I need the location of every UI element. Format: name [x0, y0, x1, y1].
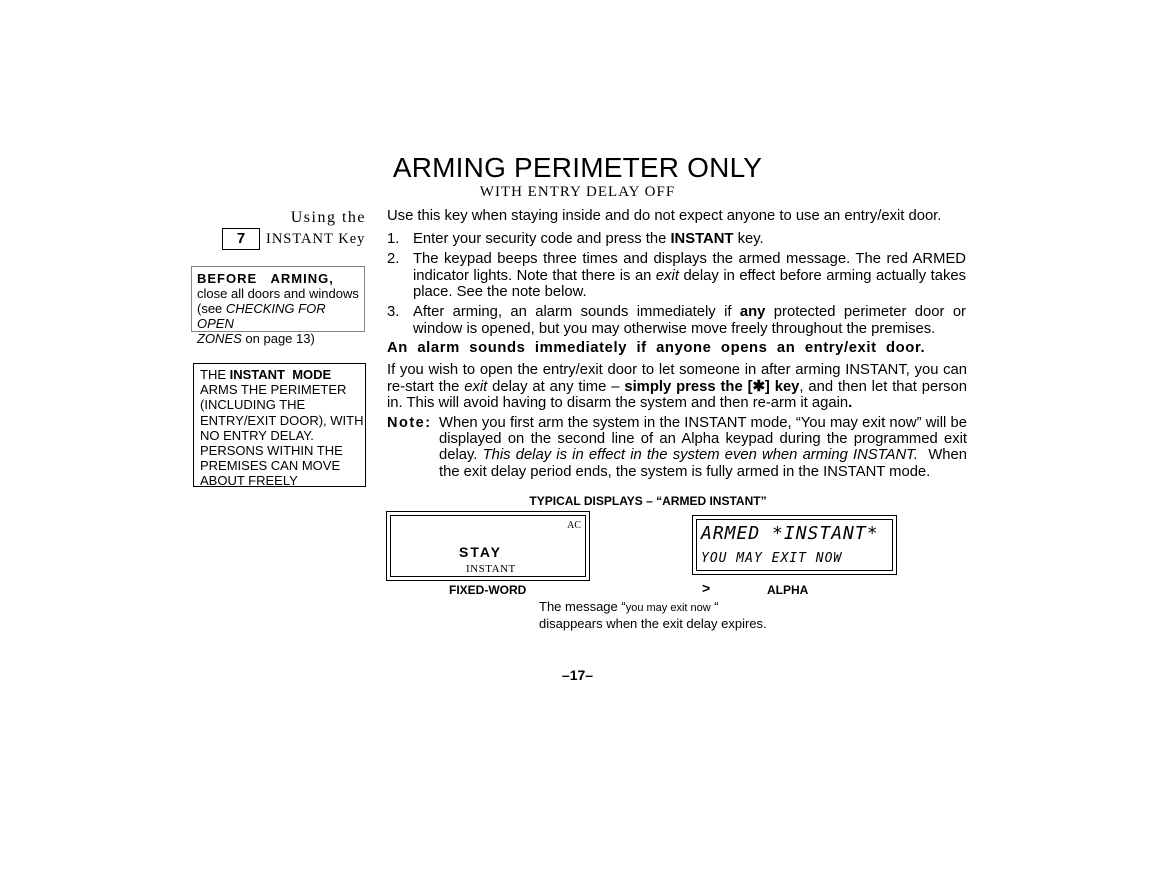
alpha-label: ALPHA	[767, 583, 809, 597]
exit-message-text: The message “	[539, 599, 626, 614]
star-key-icon: ✱	[752, 378, 765, 395]
step-text-bold: INSTANT	[670, 231, 734, 247]
step-3	[387, 304, 967, 338]
fixed-word-label: FIXED-WORD	[449, 583, 527, 597]
before-arming-line2	[197, 301, 364, 331]
alpha-line-1: ARMED *INSTANT*	[701, 523, 879, 544]
sidebar-using-text: Using the	[290, 209, 366, 226]
step-text-part: delay in effect before arming actually takes place. See the note below.	[413, 267, 966, 300]
step-text-part: After arming, an alarm sounds immediately if	[413, 304, 740, 320]
instant-mode-line: ENTRY/EXIT DOOR), WITH	[200, 412, 364, 428]
instant-mode-bold: INSTANT MODE	[229, 367, 332, 382]
note-text	[439, 415, 972, 480]
before-arming-see-text: (see	[197, 301, 226, 316]
step-2	[387, 251, 967, 301]
step-number: 2.	[387, 251, 400, 267]
note-label: Note:	[387, 415, 432, 431]
page-number: –17–	[561, 667, 594, 683]
displays-caption: TYPICAL DISPLAYS – “ARMED INSTANT”	[529, 494, 767, 508]
restart-paragraph	[387, 362, 967, 412]
para-text: , and then let that person in. This will avoid having to disarm the system and then re-arm it again	[387, 378, 968, 411]
step-text	[413, 304, 966, 337]
before-arming-heading: BEFORE ARMING,	[197, 271, 334, 286]
step-text-italic: exit	[655, 267, 679, 284]
alpha-line-2: YOU MAY EXIT NOW	[701, 551, 843, 566]
step-text-part: Enter your security code and press the	[413, 231, 671, 247]
para-bold: ] key	[764, 378, 800, 395]
step-text-part: key.	[733, 231, 764, 247]
note-text-part: When you first arm the system in the INSTANT mode, “You may exit now” will be displayed on the second line of an Alpha keypad during the programmed exit delay.	[439, 415, 967, 464]
instant-mode-line: PERSONS WITHIN THE	[200, 443, 343, 459]
warning-text: An alarm sounds immediately if anyone opens an entry/exit door.	[387, 340, 926, 356]
exit-message-line2: disappears when the exit delay expires.	[539, 616, 767, 631]
exit-message-text: “	[710, 599, 719, 614]
before-arming-reference: CHECKING FOR OPEN	[197, 301, 326, 331]
page-title: ARMING PERIMETER ONLY	[392, 152, 763, 183]
instant-mode-line: PREMISES CAN MOVE	[200, 458, 341, 474]
page-subtitle: WITH ENTRY DELAY OFF	[479, 184, 676, 200]
before-arming-page-ref: on page 13)	[241, 331, 315, 346]
before-arming-line3	[197, 331, 364, 346]
fixed-word-screen	[390, 515, 586, 577]
instant-mode-box	[193, 363, 366, 487]
exit-message-line1	[539, 599, 719, 614]
note-text-part: When the exit delay period ends, the system is fully armed in the INSTANT mode.	[439, 447, 972, 480]
step-number: 1.	[387, 231, 400, 247]
intro-text: Use this key when staying inside and do not expect anyone to use an entry/exit door.	[387, 208, 942, 224]
instant-mode-line: NO ENTRY DELAY.	[200, 427, 314, 443]
instant-mode-line: (INCLUDING THE	[200, 397, 306, 413]
instant-indicator: INSTANT	[466, 563, 516, 575]
note-text-italic: This delay is in effect in the system even when arming INSTANT.	[482, 447, 918, 464]
step-text-part: protected perimeter door or window is opened, but you may otherwise move freely throughout the premises.	[413, 304, 966, 337]
para-text: delay at any time –	[487, 378, 625, 395]
para-text: If you wish to open the entry/exit door to let someone in after arming INSTANT, you can re-start the	[387, 362, 967, 395]
step-text-bold: any	[739, 304, 766, 320]
instant-key-label: INSTANT Key	[266, 231, 366, 247]
para-bold: simply press the [	[624, 378, 753, 395]
exit-message-quote: you may exit now	[625, 602, 711, 614]
alpha-display	[692, 515, 897, 575]
fixed-word-display	[386, 511, 590, 581]
step-text	[413, 251, 966, 301]
stay-indicator: STAY	[459, 544, 503, 560]
step-number: 3.	[387, 304, 400, 320]
arrow-icon: >	[702, 580, 711, 596]
para-italic: exit	[464, 378, 488, 395]
step-1	[387, 231, 967, 248]
alpha-screen	[696, 519, 893, 571]
step-text	[413, 231, 966, 248]
instant-mode-prefix: THE	[200, 367, 230, 382]
para-bold: .	[848, 395, 853, 411]
key-number-box: 7	[222, 228, 260, 250]
before-arming-box	[191, 266, 365, 346]
step-text-part: The keypad beeps three times and displays the armed message. The red ARMED indicator lights. Note that there is an	[413, 251, 966, 284]
instant-mode-line: ABOUT FREELY	[200, 473, 298, 489]
instant-mode-line: ARMS THE PERIMETER	[200, 382, 347, 398]
before-arming-reference-cont: ZONES	[197, 331, 242, 346]
instant-mode-heading	[200, 367, 365, 382]
ac-indicator: AC	[567, 520, 581, 531]
before-arming-line1: close all doors and windows	[197, 286, 359, 301]
